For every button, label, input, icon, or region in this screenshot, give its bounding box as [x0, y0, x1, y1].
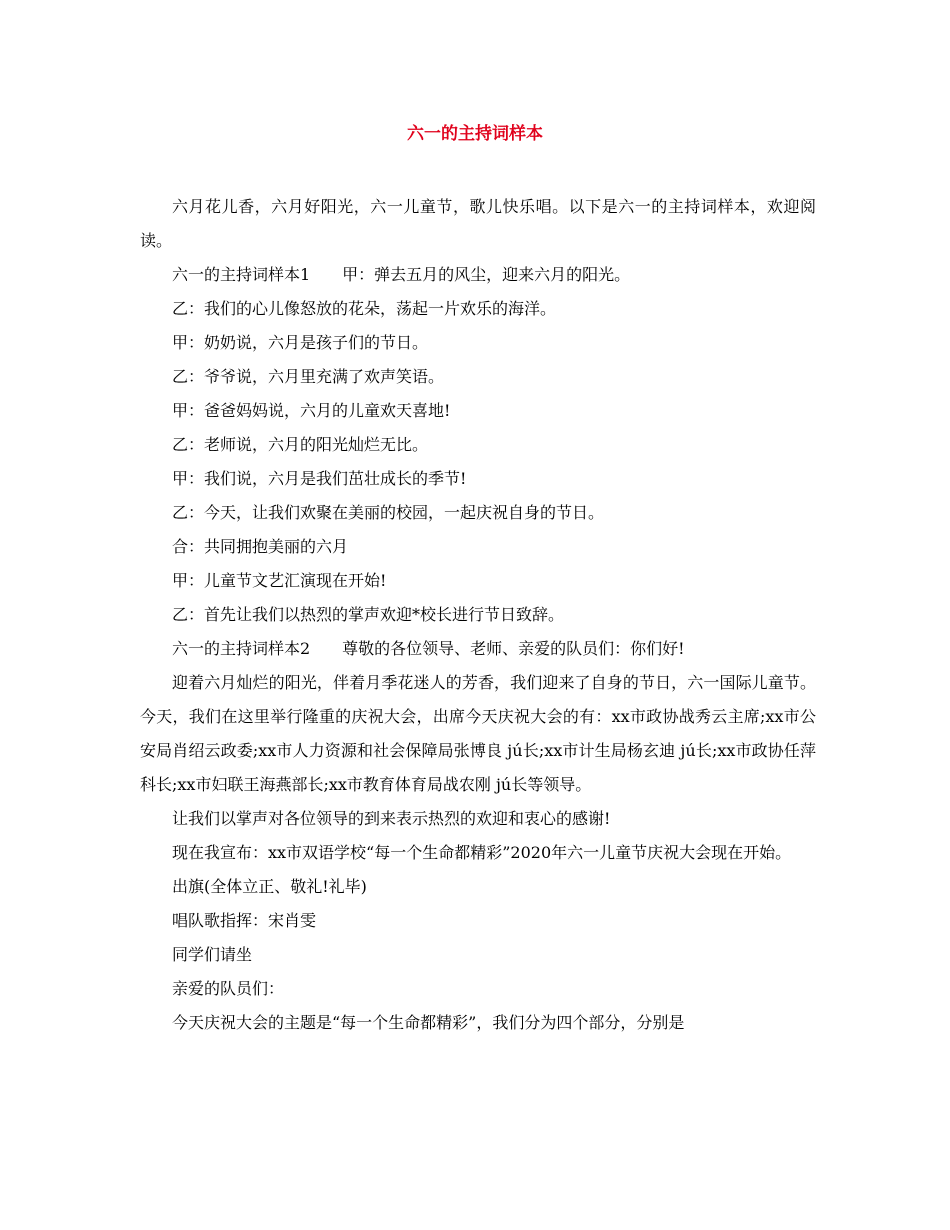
paragraph: 乙：今天，让我们欢聚在美丽的校园，一起庆祝自身的节日。	[172, 503, 605, 522]
paragraph: 甲：奶奶说，六月是孩子们的节日。	[172, 333, 429, 352]
paragraph: 乙：爷爷说，六月里充满了欢声笑语。	[172, 367, 445, 386]
paragraph: 亲爱的队员们：	[172, 979, 285, 998]
document-title: 六一的主持词样本	[407, 124, 543, 144]
paragraph: 乙：老师说，六月的阳光灿烂无比。	[172, 435, 429, 454]
document-body	[140, 190, 816, 1040]
paragraph: 乙：首先让我们以热烈的掌声欢迎*校长进行节日致辞。	[172, 605, 565, 624]
paragraph: 甲：儿童节文艺汇演现在开始!	[172, 571, 387, 590]
paragraph: 现在我宣布：xx市双语学校“每一个生命都精彩”2020年六一儿童节庆祝大会现在开始。	[172, 843, 792, 862]
paragraph: 六一的主持词样本1 甲：弹去五月的风尘，迎来六月的阳光。	[172, 265, 631, 284]
paragraph: 同学们请坐	[172, 945, 253, 964]
paragraph: 合：共同拥抱美丽的六月	[172, 537, 349, 556]
paragraph: 六一的主持词样本2 尊敬的各位领导、老师、亲爱的队员们：你们好!	[172, 639, 685, 658]
paragraph: 乙：我们的心儿像怒放的花朵，荡起一片欢乐的海洋。	[172, 299, 557, 318]
paragraph: 今天庆祝大会的主题是“每一个生命都精彩”，我们分为四个部分，分别是	[172, 1013, 685, 1032]
paragraph: 迎着六月灿烂的阳光，伴着月季花迷人的芳香，我们迎来了自身的节日，六一国际儿童节。今天，我们在这里举行隆重的庆祝大会，出席今天庆祝大会的有：xx市政协战秀云主席;xx市公安局肖绍云政委;xx市人力资源和社会保障局张博良 jú长;xx市计生局杨玄迪 jú长;xx市政协任萍科长;xx市妇联王海燕部长;xx市教育体育局战农刚 jú长等领导。	[140, 673, 816, 794]
paragraph: 甲：我们说，六月是我们茁壮成长的季节!	[172, 469, 467, 488]
paragraph: 六月花儿香，六月好阳光，六一儿童节，歌儿快乐唱。以下是六一的主持词样本，欢迎阅读。	[140, 197, 816, 250]
paragraph: 唱队歌指挥：宋肖雯	[172, 911, 317, 930]
paragraph: 出旗(全体立正、敬礼!礼毕)	[172, 877, 367, 896]
paragraph: 甲：爸爸妈妈说，六月的儿童欢天喜地!	[172, 401, 451, 420]
paragraph: 让我们以掌声对各位领导的到来表示热烈的欢迎和衷心的感谢!	[172, 809, 611, 828]
